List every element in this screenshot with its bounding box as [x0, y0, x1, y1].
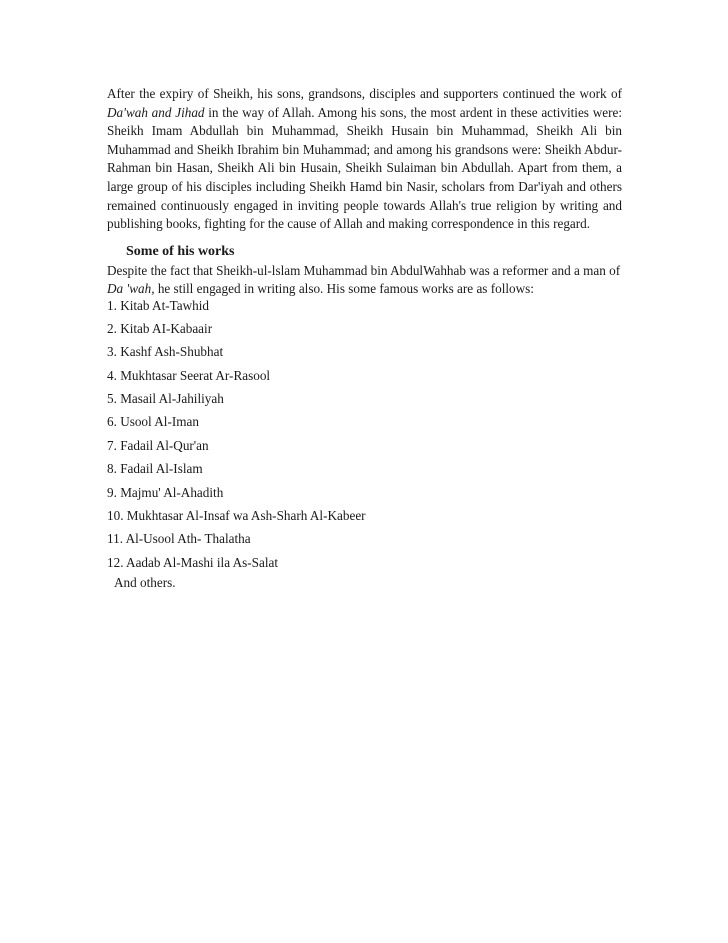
work-item-12: 12. Aadab Al-Mashi ila As-Salat	[107, 554, 279, 570]
work-item-11: 11. Al-Usool Ath- Thalatha	[107, 531, 251, 547]
section-heading-works: Some of his works	[126, 243, 235, 259]
intro-text-b: he still engaged in writing also. His some famous works are as follows:	[154, 280, 534, 296]
work-item-1: 1. Kitab At-Tawhid	[107, 298, 209, 314]
work-item-2: 2. Kitab AI-Kabaair	[107, 320, 213, 336]
paragraph1-italic-term: Da'wah and Jihad	[107, 104, 205, 120]
work-item-5: 5. Masail Al-Jahiliyah	[107, 391, 224, 407]
paragraph1-text-a: After the expiry of Sheikh, his sons, grandsons, disciples and supporters continued the work of	[107, 86, 622, 101]
paragraph1-text-b: in the way of Allah. Among his sons, the most ardent in these activities were: Sheikh Imam Abdullah bin Muhammad, Sheikh Husain bin Muhammad, Sheikh Ali bin Muhammad and Sheikh Ibrahim bin Muhammad; and among his grandsons were: Sheikh Abdur-Rahman bin Hasan, Sheikh Ali bin Husain, Sheikh Sulaiman bin Abdullah. Apart from them, a large group of his disciples including Sheikh Hamd bin Nasir, scholars from Dar'iyah and others remained continuously engaged in inviting people towards Allah's true religion by writing and publishing books, fighting for the cause of Allah and making correspondence in this regard.	[107, 104, 622, 232]
intro-text-a: Despite the fact that Sheikh-ul-lslam Muhammad bin AbdulWahhab was a reformer and a man of	[107, 262, 621, 278]
intro-italic-term: Da 'wah,	[107, 280, 155, 296]
work-item-4: 4. Mukhtasar Seerat Ar-Rasool	[107, 367, 271, 383]
paragraph-after-expiry	[107, 85, 622, 234]
work-item-3: 3. Kashf Ash-Shubhat	[107, 344, 224, 360]
document-page	[107, 85, 622, 591]
closing-text: And others.	[114, 575, 176, 591]
work-item-10: 10. Mukhtasar Al-Insaf wa Ash-Sharh Al-Kabeer	[107, 507, 366, 523]
work-item-6: 6. Usool Al-Iman	[107, 414, 199, 430]
work-item-8: 8. Fadail Al-Islam	[107, 461, 203, 477]
work-item-7: 7. Fadail Al-Qur'an	[107, 437, 209, 453]
works-list	[107, 297, 622, 577]
work-item-9: 9. Majmu' Al-Ahadith	[107, 484, 224, 500]
works-intro-paragraph	[107, 262, 622, 298]
